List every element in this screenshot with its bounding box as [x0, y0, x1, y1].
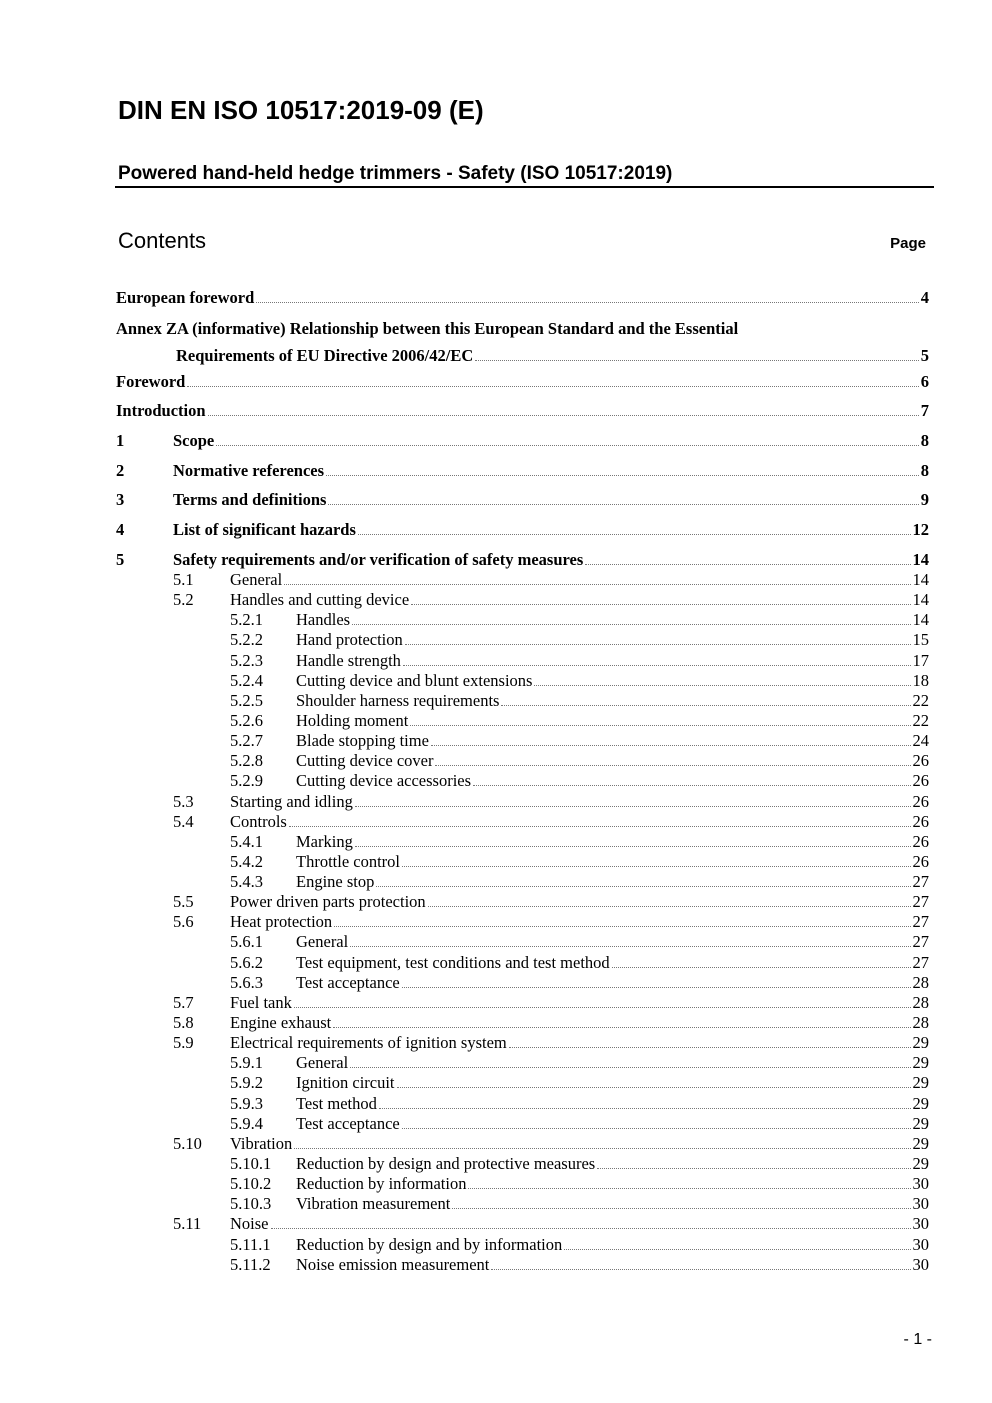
toc-entry-title: Terms and definitions: [173, 490, 327, 510]
toc-entry[interactable]: [116, 318, 929, 372]
page-number: - 1 -: [903, 1331, 932, 1348]
dot-leader: [294, 1134, 910, 1149]
toc-entry-number: 5.2.9: [230, 771, 263, 791]
toc-entry[interactable]: [116, 771, 929, 791]
toc-entry-page: 28: [912, 1013, 929, 1033]
dot-leader: [534, 671, 910, 686]
toc-entry[interactable]: [116, 731, 929, 751]
toc-entry[interactable]: [116, 651, 929, 671]
toc-entry-number: 5: [116, 549, 125, 569]
toc-entry[interactable]: [116, 1214, 929, 1234]
dot-leader: [333, 1013, 910, 1028]
toc-entry[interactable]: [116, 431, 929, 461]
toc-entry-title: Ignition circuit: [296, 1073, 395, 1093]
toc-entry-page: 14: [912, 549, 929, 569]
dot-leader: [473, 771, 910, 786]
toc-entry-number: 5.9.3: [230, 1093, 263, 1113]
toc-entry[interactable]: [116, 1114, 929, 1134]
dot-leader: [358, 520, 911, 535]
toc-entry-number: 5.10: [173, 1133, 202, 1153]
toc-entry-title: Test acceptance: [296, 1113, 400, 1133]
toc-entry-page: 26: [912, 791, 929, 811]
toc-entry-title: Blade stopping time: [296, 731, 429, 751]
toc-entry-page: 14: [912, 569, 929, 589]
toc-entry-title: Reduction by design and protective measures: [296, 1154, 596, 1174]
toc-entry-number: 5.1: [173, 569, 194, 589]
toc-entry-number: 5.6.1: [230, 932, 263, 952]
toc-entry-page: 30: [912, 1194, 929, 1214]
toc-entry-page: 5: [920, 345, 929, 365]
toc-entry[interactable]: [116, 751, 929, 771]
toc-entry-number: 5.4.1: [230, 831, 263, 851]
toc-entry-number: 5.11: [173, 1214, 202, 1234]
toc-entry-number: 5.9.2: [230, 1073, 263, 1093]
toc-entry-title-continued: Requirements of EU Directive 2006/42/EC: [176, 345, 474, 365]
toc-entry[interactable]: [116, 590, 929, 610]
dot-leader: [376, 872, 910, 887]
toc-entry-title: Holding moment: [296, 710, 409, 730]
toc-entry-title: Fuel tank: [230, 992, 292, 1012]
toc-entry-page: 29: [912, 1033, 929, 1053]
toc-entry-number: 5.5: [173, 892, 194, 912]
toc-entry-title: Engine exhaust: [230, 1013, 332, 1033]
document-id: DIN EN ISO 10517:2019-09 (E): [118, 95, 484, 125]
dot-leader: [597, 1154, 910, 1169]
dot-leader: [452, 1194, 910, 1209]
toc-entry-title: Throttle control: [296, 851, 401, 871]
toc-entry-number: 5.3: [173, 791, 194, 811]
toc-entry-title: Vibration measurement: [296, 1194, 451, 1214]
toc-entry-number: 5.10.2: [230, 1174, 272, 1194]
toc-entry-page: 26: [912, 831, 929, 851]
toc-entry-number: 5.6.3: [230, 972, 263, 992]
page-column-label: Page: [890, 235, 926, 252]
toc-entry[interactable]: [116, 461, 929, 491]
toc-entry-page: 4: [920, 288, 929, 307]
toc-entry-number: 5.2.5: [230, 690, 263, 710]
dot-leader: [284, 570, 910, 585]
toc-entry[interactable]: [116, 520, 929, 550]
dot-leader: [405, 630, 911, 645]
dot-leader: [411, 590, 910, 605]
toc-entry[interactable]: [116, 1053, 929, 1073]
toc-entry-page: 22: [912, 710, 929, 730]
dot-leader: [428, 892, 911, 907]
toc-entry-number: 5.9.1: [230, 1053, 263, 1073]
document-title: Powered hand-held hedge trimmers - Safety (ISO 10517:2019): [118, 163, 673, 184]
toc-entry-number: 5.4: [173, 811, 194, 831]
toc-entry-number: 5.10.1: [230, 1154, 272, 1174]
toc-entry-page: 15: [912, 630, 929, 650]
toc-entry-number: 5.2.7: [230, 731, 263, 751]
toc-entry-page: 18: [912, 670, 929, 690]
toc-entry[interactable]: [116, 1033, 929, 1053]
toc-entry[interactable]: [116, 1154, 929, 1174]
toc-entry-number: 5.2: [173, 590, 194, 610]
toc-entry-title: European foreword: [116, 288, 255, 307]
toc-entry-page: 27: [912, 952, 929, 972]
dot-leader: [187, 372, 918, 387]
toc-entry-page: 9: [920, 490, 929, 510]
toc-entry-number: 5.2.4: [230, 670, 263, 690]
dot-leader: [410, 711, 910, 726]
toc-entry-number: 5.2.1: [230, 610, 263, 630]
dot-leader: [501, 691, 910, 706]
dot-leader: [355, 832, 911, 847]
toc-entry-number: 5.7: [173, 992, 194, 1012]
toc-entry-page: 26: [912, 771, 929, 791]
toc-entry-title: Cutting device accessories: [296, 771, 472, 791]
toc-entry-title: Starting and idling: [230, 791, 353, 811]
toc-entry-number: 3: [116, 490, 125, 510]
toc-entry[interactable]: [116, 630, 929, 650]
dot-leader: [289, 812, 911, 827]
toc-entry[interactable]: [116, 490, 929, 520]
toc-entry-page: 29: [912, 1133, 929, 1153]
toc-entry-title: Vibration: [230, 1133, 293, 1153]
toc-entry-page: 30: [912, 1254, 929, 1274]
dot-leader: [402, 973, 911, 988]
toc-entry[interactable]: [116, 711, 929, 731]
toc-entry[interactable]: [116, 1255, 929, 1275]
toc-entry-title: Reduction by information: [296, 1174, 467, 1194]
toc-entry[interactable]: [116, 812, 929, 832]
toc-entry[interactable]: [116, 1094, 929, 1114]
toc-entry[interactable]: [116, 973, 929, 993]
dot-leader: [468, 1174, 910, 1189]
toc-entry-title: Handle strength: [296, 650, 401, 670]
toc-entry-title: List of significant hazards: [173, 520, 356, 540]
toc-entry-page: 28: [912, 992, 929, 1012]
toc-entry-page: 14: [912, 590, 929, 610]
dot-leader: [352, 610, 910, 625]
dot-leader: [435, 751, 910, 766]
dot-leader: [402, 1114, 911, 1129]
toc-entry[interactable]: [116, 792, 929, 812]
toc-entry[interactable]: [116, 993, 929, 1013]
toc-entry[interactable]: [116, 1235, 929, 1255]
toc-entry-title: Cutting device cover: [296, 751, 434, 771]
dot-leader: [585, 550, 910, 565]
toc-entry-page: 30: [912, 1234, 929, 1254]
toc-entry-page: 29: [912, 1093, 929, 1113]
toc-entry-page: 30: [912, 1174, 929, 1194]
toc-entry-page: 26: [912, 811, 929, 831]
toc-entry-number: 1: [116, 431, 125, 451]
dot-leader: [379, 1094, 911, 1109]
toc-entry[interactable]: [116, 570, 929, 590]
toc-entry[interactable]: [116, 610, 929, 630]
toc-entry[interactable]: [116, 550, 929, 570]
toc-entry-page: 26: [912, 751, 929, 771]
toc-entry[interactable]: [116, 953, 929, 973]
toc-entry-page: 22: [912, 690, 929, 710]
contents-heading: Contents: [118, 228, 207, 253]
dot-leader: [612, 953, 911, 968]
toc-entry-number: 5.11.2: [230, 1254, 271, 1274]
toc-entry-page: 7: [920, 401, 929, 421]
toc-entry-page: 24: [912, 731, 929, 751]
title-rule: [115, 186, 934, 188]
toc-entry-title: Noise: [230, 1214, 269, 1234]
toc-entry-page: 6: [920, 371, 929, 391]
toc-entry-page: 27: [912, 912, 929, 932]
toc-entry[interactable]: [116, 932, 929, 952]
toc-entry-number: 5.4.2: [230, 851, 263, 871]
toc-entry-title: Electrical requirements of ignition system: [230, 1033, 507, 1053]
toc-entry-page: 12: [912, 520, 929, 540]
toc-entry-page: 29: [912, 1053, 929, 1073]
dot-leader: [294, 993, 911, 1008]
dot-leader: [402, 852, 910, 867]
toc-entry-page: 27: [912, 892, 929, 912]
toc-entry-title: Controls: [230, 811, 287, 831]
toc-entry-title: Noise emission measurement: [296, 1254, 490, 1274]
toc-entry-page: 29: [912, 1073, 929, 1093]
toc-entry-title: Engine stop: [296, 872, 375, 892]
toc-entry-title: Annex ZA (informative) Relationship between this European Standard and the Essential: [116, 318, 739, 338]
toc-entry-title: General: [296, 1053, 349, 1073]
toc-entry-number: 5.6.2: [230, 952, 263, 972]
toc-entry-title: Shoulder harness requirements: [296, 690, 500, 710]
dot-leader: [491, 1255, 910, 1270]
toc-entry[interactable]: [116, 1073, 929, 1093]
toc-entry-title: Normative references: [173, 460, 325, 480]
toc-entry-page: 29: [912, 1113, 929, 1133]
dot-leader: [355, 792, 911, 807]
toc-entry-number: 5.2.3: [230, 650, 263, 670]
dot-leader: [397, 1073, 911, 1088]
toc-entry-title: Handles and cutting device: [230, 590, 410, 610]
toc-entry-number: 5.2.2: [230, 630, 263, 650]
toc-entry-title: General: [296, 932, 349, 952]
toc-entry-title: Hand protection: [296, 630, 403, 650]
toc-entry-title: Heat protection: [230, 912, 333, 932]
toc-entry-page: 27: [912, 932, 929, 952]
toc-entry-title: Cutting device and blunt extensions: [296, 670, 533, 690]
toc-entry-title: Power driven parts protection: [230, 892, 426, 912]
toc-entry-page: 27: [912, 872, 929, 892]
toc-entry[interactable]: [116, 892, 929, 912]
toc-entry-number: 5.11.1: [230, 1234, 271, 1254]
toc-entry-page: 8: [920, 431, 929, 451]
toc-entry-number: 4: [116, 520, 125, 540]
toc-entry-page: 30: [912, 1214, 929, 1234]
toc-entry-page: 8: [920, 460, 929, 480]
dot-leader: [350, 932, 910, 947]
table-of-contents: [116, 288, 929, 1275]
toc-entry-page: 14: [912, 610, 929, 630]
toc-entry-page: 29: [912, 1154, 929, 1174]
toc-entry[interactable]: [116, 1194, 929, 1214]
toc-entry[interactable]: [116, 372, 929, 402]
toc-entry-title: Scope: [173, 431, 215, 451]
toc-entry[interactable]: [116, 401, 929, 431]
toc-entry-number: 2: [116, 460, 125, 480]
toc-entry-number: 5.4.3: [230, 872, 263, 892]
toc-entry-number: 5.8: [173, 1013, 194, 1033]
dot-leader: [431, 731, 911, 746]
dot-leader: [475, 346, 918, 361]
toc-entry-page: 28: [912, 972, 929, 992]
toc-entry[interactable]: [116, 288, 929, 318]
toc-entry[interactable]: [116, 872, 929, 892]
toc-entry-number: 5.2.6: [230, 710, 263, 730]
dot-leader: [328, 490, 918, 505]
dot-leader: [208, 401, 919, 416]
dot-leader: [271, 1214, 911, 1229]
toc-entry-page: 26: [912, 851, 929, 871]
toc-entry-number: 5.2.8: [230, 751, 263, 771]
toc-entry[interactable]: [116, 1174, 929, 1194]
toc-entry[interactable]: [116, 912, 929, 932]
toc-entry-title: Test acceptance: [296, 972, 400, 992]
toc-entry[interactable]: [116, 1134, 929, 1154]
toc-entry-title: Marking: [296, 831, 353, 851]
toc-entry-number: 5.10.3: [230, 1194, 272, 1214]
dot-leader: [216, 431, 919, 446]
toc-entry[interactable]: [116, 852, 929, 872]
dot-leader: [334, 912, 910, 927]
dot-leader: [326, 461, 919, 476]
dot-leader: [403, 651, 911, 666]
toc-entry-title: Test method: [296, 1093, 377, 1113]
toc-entry-title: General: [230, 569, 283, 589]
toc-entry[interactable]: [116, 671, 929, 691]
toc-entry-title: Handles: [296, 610, 351, 630]
toc-entry[interactable]: [116, 691, 929, 711]
toc-entry-page: 17: [912, 650, 929, 670]
dot-leader: [509, 1033, 911, 1048]
toc-entry-title: Reduction by design and by information: [296, 1234, 563, 1254]
dot-leader: [256, 288, 918, 303]
toc-entry[interactable]: [116, 832, 929, 852]
dot-leader: [350, 1053, 910, 1068]
toc-entry-title: Foreword: [116, 371, 186, 391]
toc-entry-title: Test equipment, test conditions and test method: [296, 952, 610, 972]
toc-entry-number: 5.6: [173, 912, 194, 932]
toc-entry[interactable]: [116, 1013, 929, 1033]
toc-entry-number: 5.9.4: [230, 1113, 263, 1133]
dot-leader: [564, 1235, 910, 1250]
toc-entry-number: 5.9: [173, 1033, 194, 1053]
toc-entry-title: Introduction: [116, 401, 206, 421]
toc-entry-title: Safety requirements and/or verification of safety measures: [173, 549, 584, 569]
